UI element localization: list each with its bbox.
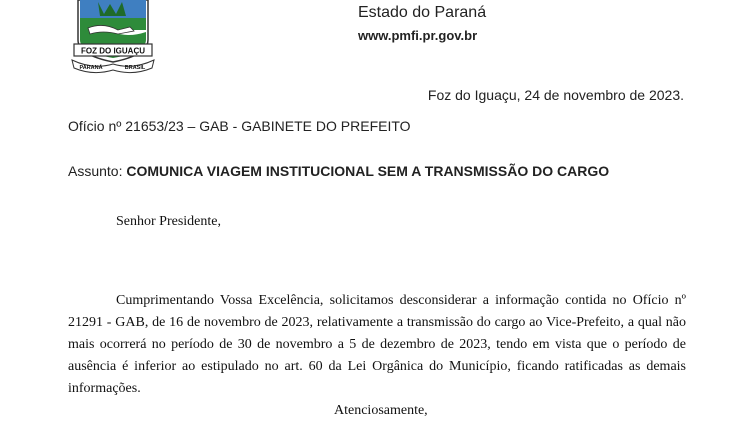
coat-of-arms (68, 0, 158, 80)
coat-ribbon-right: BRASIL (124, 65, 146, 71)
letter-body: Cumprimentando Vossa Excelência, solicitamos desconsiderar a informação contida no Ofício nº 21291 - GAB, de 16 de novembro de 2023, relativamente a transmissão do cargo ao Vice-Prefeito, a qual não mais ocorrerá no período de 30 de novembro a 5 de dezembro de 2023, tendo em vista que o período de ausência é inferior ao estipulado no art. 60 da Lei Orgânica do Município, ficando ratificadas as demais informações. (68, 293, 686, 396)
subject-text: COMUNICA VIAGEM INSTITUCIONAL SEM A TRANSMISSÃO DO CARGO (126, 163, 610, 179)
foz-do-iguacu-coat-of-arms-icon (68, 0, 158, 80)
date-line: Foz do Iguaçu, 24 de novembro de 2023. (427, 87, 684, 103)
closing: Atenciosamente, (334, 403, 428, 418)
salutation: Senhor Presidente, (116, 214, 221, 229)
oficio-number: Ofício nº 21653/23 – GAB - GABINETE DO PREFEITO (68, 118, 411, 134)
state-line: Estado do Paraná (358, 4, 487, 21)
subject-label: Assunto: (68, 163, 123, 179)
website-url: www.pmfi.pr.gov.br (358, 28, 478, 43)
coat-banner-text: FOZ DO IGUAÇU (81, 46, 145, 56)
subject-line (68, 163, 609, 179)
coat-ribbon-left: PARANÁ (79, 65, 103, 71)
